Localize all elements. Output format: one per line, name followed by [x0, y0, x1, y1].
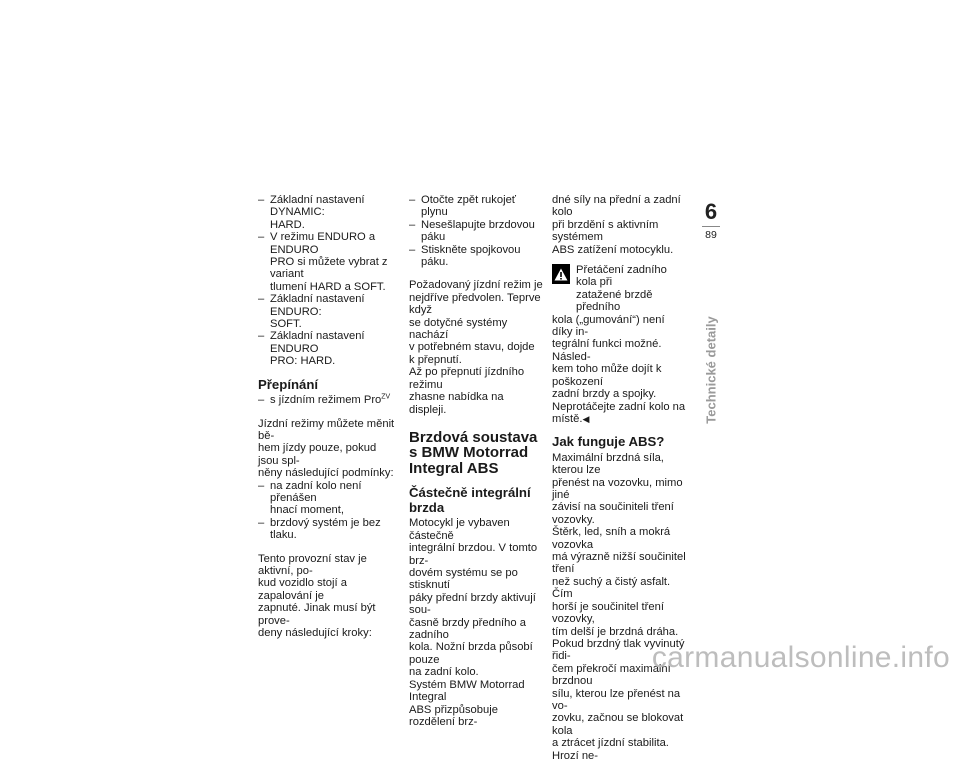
paragraph: dné síly na přední a zadní kolo při brzdění s aktivním systémem ABS zatížení motocyklu. — [552, 194, 681, 256]
end-mark-icon: ◀ — [582, 413, 590, 424]
pro-mode-list — [258, 394, 398, 406]
list-item: – V režimu ENDURO a ENDURO PRO si můžete vybrat z variant tlumení HARD a SOFT. — [258, 231, 398, 293]
text-column-1 — [258, 194, 398, 640]
section-heading-brake-system: Brzdová soustava s BMW Motorrad Integral ABS — [409, 428, 538, 477]
paragraph: Jízdní režimy můžete měnit bě- hem jízdy pouze, pokud jsou spl- něny následující podmínky: — [258, 417, 395, 480]
section-heading-abs: Jak funguje ABS? — [552, 434, 665, 450]
page-number: 89 — [705, 229, 717, 241]
paragraph: Maximální brzdná síla, kterou lze přenést na vozovku, mimo jiné závisí na součiniteli tření vozovky. Štěrk, led, sníh a mokrá vozovka má výrazně nižší součinitel tření než suchý a čistý asfalt. Čím horší je součinitel tření vozovky, tím delší je brzdná dráha. Pokud brzdný tlak vyvinutý řidi- čem překročí maximální brzdnou sílu, kterou lze přenést na vo- zovku, začnou se blokovat kola a ztrácet jízdní stabilita. Hrozí ne- — [552, 451, 686, 762]
text-column-3 — [552, 194, 688, 762]
chapter-divider — [702, 226, 720, 227]
list-item: – Základní nastavení ENDURO: SOFT. — [258, 293, 398, 330]
default-settings-list — [258, 194, 398, 368]
list-item: – Základní nastavení ENDURO PRO: HARD. — [258, 330, 398, 367]
list-item: – brzdový systém je bez tlaku. — [258, 517, 398, 542]
warning-block — [552, 264, 688, 425]
warning-text-first: Přetáčení zadního kola při zatažené brzdě předního — [576, 264, 667, 314]
warning-text — [552, 314, 688, 426]
chapter-number: 6 — [704, 199, 718, 224]
text-column-2 — [409, 194, 543, 728]
option-badge: ZV — [381, 393, 391, 401]
watermark: carmanualsonline.info — [651, 641, 950, 674]
section-heading-switching: Přepínání — [258, 376, 319, 392]
steps-list — [409, 194, 543, 268]
conditions-list — [258, 480, 398, 542]
subsection-heading-integral-brake: Částečně integrální brzda — [409, 485, 531, 515]
list-item: – Stiskněte spojkovou páku. — [409, 244, 543, 269]
list-item: – na zadní kolo není přenášen hnací moment, — [258, 480, 398, 517]
paragraph: Požadovaný jízdní režim je nejdříve předvolen. Teprve když se dotyčné systémy nachází v potřebném stavu, dojde k přepnutí. Až po přepnutí jízdního režimu zhasne nabídka na displeji. — [409, 279, 543, 416]
warning-icon — [552, 264, 570, 284]
chapter-title-vertical: Technické detaily — [703, 316, 719, 424]
list-item: – Nesešlapujte brzdovou páku — [409, 219, 543, 244]
list-item-text: s jízdním režimem Pro — [270, 394, 382, 407]
list-item — [258, 394, 398, 406]
warning-text-rest: kola („gumování“) není díky in- tegrální funkci možné. Násled- kem toho může dojít k poškození zadní brzdy a spojky. Neprotáčejte zadní kolo na místě. — [552, 313, 686, 425]
paragraph: Motocykl je vybaven částečně integrální brzdou. V tomto brz- dovém systému se po stisknutí páky přední brzdy aktivují sou- časně brzdy předního a zadního kola. Nožní brzda působí pouze na zadní kolo. Systém BMW Motorrad Integral ABS přizpůsobuje rozdělení brz- — [409, 517, 538, 728]
list-item: – Otočte zpět rukojeť plynu — [409, 194, 543, 219]
list-item: – Základní nastavení DYNAMIC: HARD. — [258, 194, 398, 231]
paragraph: Tento provozní stav je aktivní, po- kud vozidlo stojí a zapalování je zapnuté. Jinak musí být prove- deny následující kroky: — [258, 552, 376, 640]
